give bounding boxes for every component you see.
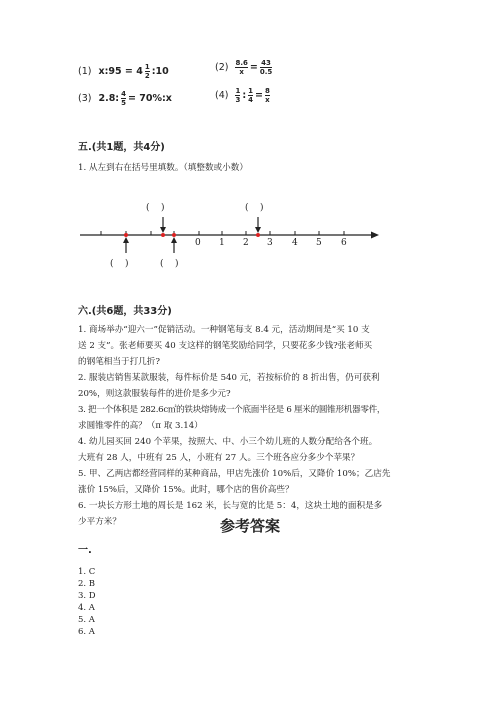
equation-1 bbox=[78, 63, 169, 80]
question-line: 4. 幼儿园买回 240 个苹果，按照大、中、小三个幼儿班的人数分配给各个班。 bbox=[78, 437, 378, 447]
equation-text: 2.8: bbox=[98, 93, 120, 104]
tick-label-2: 2 bbox=[243, 238, 249, 248]
equation-text: x:95 = 4 bbox=[98, 66, 143, 77]
answers-title: 参考答案 bbox=[219, 517, 280, 535]
tick-label-6: 6 bbox=[341, 238, 347, 248]
question-line: 送 2 支”。张老师要买 40 支这样的钢笔奖励给同学，只要花多少钱?张老师买 bbox=[78, 341, 373, 351]
question-line: 大班有 28 人，中班有 25 人，小班有 27 人。三个班各应分多少个苹果？ bbox=[78, 453, 360, 463]
tick-label-5: 5 bbox=[316, 238, 322, 248]
equation-3 bbox=[78, 90, 172, 107]
answer-item: 2. B bbox=[78, 579, 96, 589]
blank-parens: ( ) bbox=[146, 203, 165, 213]
question-line: 的钢笔相当于打几折? bbox=[78, 357, 160, 367]
tick-label-3: 3 bbox=[267, 238, 273, 248]
question-line: 6. 一块长方形土地的周长是 162 米，长与宽的比是 5：4，这块土地的面积是多 bbox=[78, 501, 383, 511]
blank-parens: ( ) bbox=[110, 259, 129, 269]
point-b bbox=[161, 233, 165, 237]
question-line: 20%，则这款服装每件的进价是多少元? bbox=[78, 389, 231, 399]
tick-label-0: 0 bbox=[195, 238, 201, 248]
question-line: 涨价 15%后，又降价 15%。此时，哪个店的售价高些？ bbox=[78, 485, 294, 495]
question-line: 少平方米？ bbox=[78, 517, 121, 527]
blank-parens: ( ) bbox=[160, 259, 179, 269]
equation-text: = 70%:x bbox=[127, 93, 172, 104]
point-d bbox=[256, 233, 260, 237]
equation-label: (1) bbox=[78, 66, 92, 77]
section-6-questions bbox=[78, 322, 418, 530]
equation-label: (4) bbox=[215, 90, 229, 101]
answers-part-heading: 一. bbox=[78, 545, 92, 556]
point-c bbox=[172, 233, 176, 237]
section-6-title: 六.(共6题，共33分) bbox=[78, 306, 172, 317]
fraction: $\frac{43}{0.5}$ bbox=[259, 59, 273, 76]
equation-2 bbox=[215, 59, 272, 76]
question-line: 求圆锥零件的高？（π 取 3.14） bbox=[78, 421, 203, 431]
question-line: 5. 甲、乙两店都经营同样的某种商品，甲店先涨价 10%后，又降价 10%；乙店先 bbox=[78, 469, 391, 479]
answer-item: 6. A bbox=[78, 627, 95, 637]
question-line: 2. 服装店销售某款服装，每件标价是 540 元，若按标价的 8 折出售，仍可获利 bbox=[78, 373, 380, 383]
arrowhead-icon bbox=[371, 232, 379, 239]
question-line: 3. 把一个体积是 282.6c㎡的铁块熔铸成一个底面半径是 6 厘米的圆锥形机器零件， bbox=[78, 405, 386, 415]
equation-4 bbox=[215, 87, 270, 104]
answer-item: 4. A bbox=[78, 603, 95, 613]
section-5-question: 1. 从左到右在括号里填数。（填整数或小数） bbox=[78, 163, 248, 173]
fraction: $\frac{4}{5}$ bbox=[121, 90, 126, 107]
minor-ticks bbox=[101, 231, 344, 235]
answer-item: 1. C bbox=[78, 567, 96, 577]
equation-label: (2) bbox=[215, 62, 229, 73]
equation-label: (3) bbox=[78, 93, 92, 104]
fraction: $\frac{1}{4}$ bbox=[248, 87, 254, 104]
equals-sign: = bbox=[249, 62, 258, 73]
fraction: $\frac{8.6}{x}$ bbox=[235, 59, 248, 76]
fraction: $\frac{8}{x}$ bbox=[265, 87, 270, 104]
section-5-title: 五.(共1题，共4分) bbox=[78, 142, 165, 153]
colon: : bbox=[242, 90, 247, 101]
tick-label-4: 4 bbox=[292, 238, 298, 248]
answers-list bbox=[78, 566, 96, 638]
answer-item: 3. D bbox=[78, 591, 96, 601]
fraction: $\frac{1}{3}$ bbox=[235, 87, 241, 104]
tick-label-1: 1 bbox=[219, 238, 225, 248]
blank-parens: ( ) bbox=[245, 203, 264, 213]
answer-item: 5. A bbox=[78, 615, 95, 625]
equals-sign: = bbox=[255, 90, 263, 101]
equation-text: :10 bbox=[151, 66, 169, 77]
point-a bbox=[124, 233, 128, 237]
fraction: $\frac{1}{2}$ bbox=[144, 63, 150, 80]
question-line: 1. 商场举办“迎六一”促销活动。一种钢笔每支 8.4 元，活动期间是“买 10 支 bbox=[78, 325, 370, 335]
